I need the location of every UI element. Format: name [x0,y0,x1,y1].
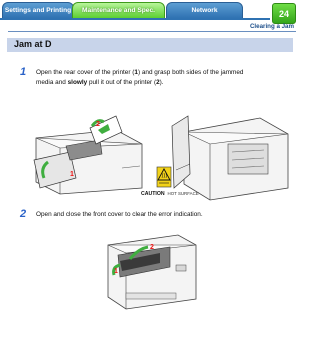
tab-maintenance-and-spec[interactable]: Maintenance and Spec. [72,2,165,19]
breadcrumb-divider [8,31,296,32]
top-navigation [0,0,300,22]
figure1-callout-1: 1 [70,171,74,178]
tab-settings-and-printing[interactable]: Settings and Printing [2,2,74,19]
figure1-callout-2: 2 [96,121,100,128]
step-1-callout-ref-1: 1 [134,69,138,76]
section-header [7,38,293,52]
step-1-text-a: Open the rear cover of the printer ( [36,69,135,76]
caution-title: CAUTION [141,191,165,197]
step-1-number: 1 [20,66,27,78]
figure-rear-cover-jam [30,108,148,196]
step-2-number: 2 [20,208,27,220]
step-2-text: Open and close the front cover to clear the error indication. [36,211,203,218]
section-title: Jam at D [14,39,52,49]
step-1-text-e: ). [159,79,164,86]
breadcrumb: Clearing a Jam [249,23,294,30]
step-1-text-c: media and [36,79,68,86]
step-1-emphasis-slowly: slowly [67,79,88,86]
figure-rear-cover-open [167,104,292,204]
page-number: 24 [272,3,296,24]
step-1-text [36,68,294,88]
nav-divider [0,18,270,20]
figure3-callout-1: 1 [114,268,118,275]
step-1-text-b: ) and grasp both sides of the jammed [137,69,244,76]
step-1-text-d: pull it out of the printer ( [87,79,157,86]
figure-front-cover [90,227,202,311]
caution-hot-surface-icon [156,166,172,188]
tab-network[interactable]: Network [166,2,243,19]
step-1-callout-ref-2: 2 [156,79,160,86]
caution-note: HOT SURFACE [167,191,199,196]
figure3-callout-2: 2 [150,244,154,251]
caution-label [141,191,199,197]
